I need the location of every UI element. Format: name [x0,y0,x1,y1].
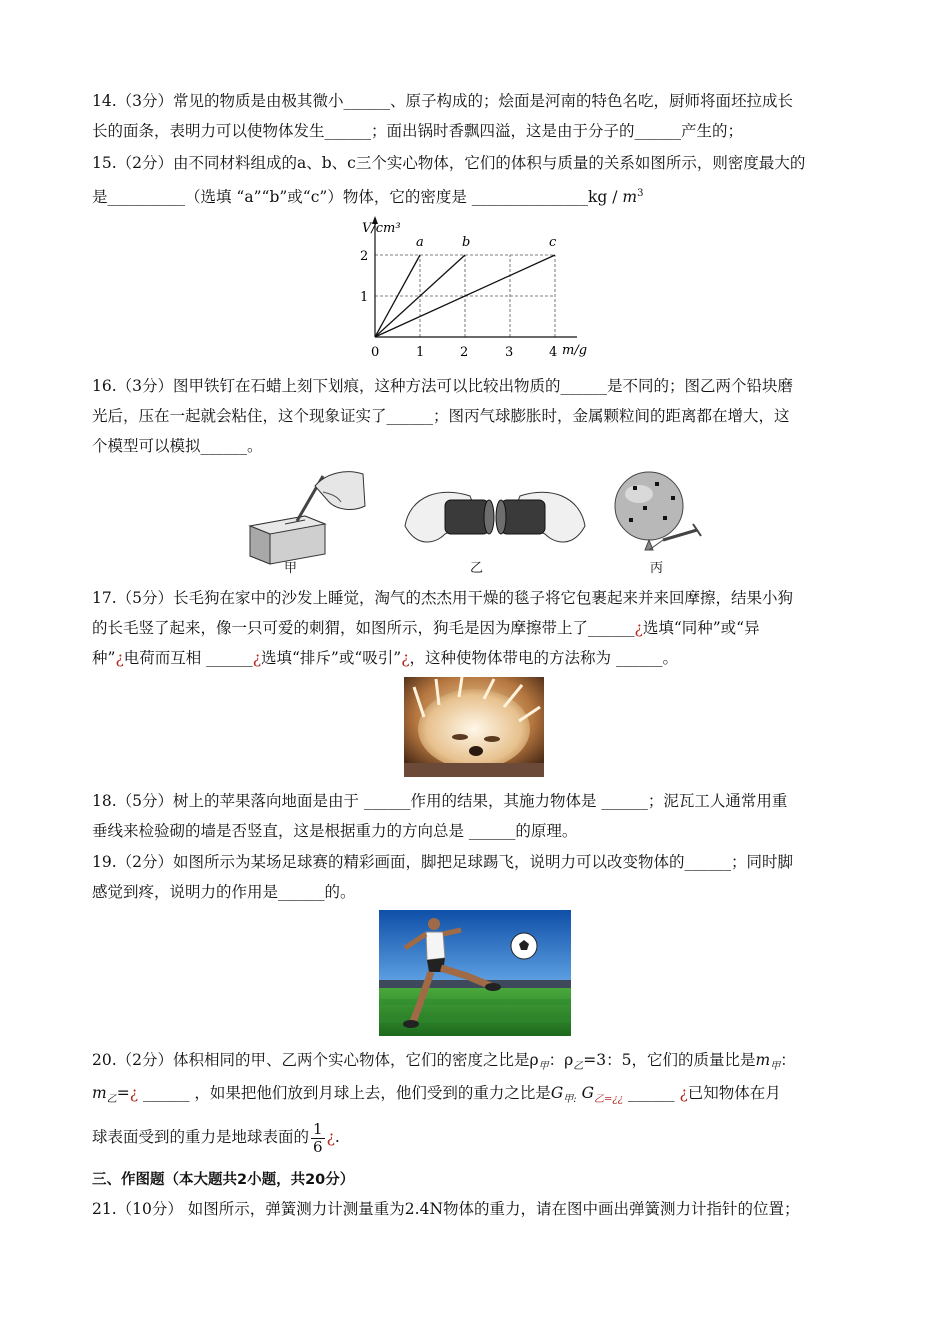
q14-line-1: 14.（3分）常见的物质是由极其微小______、原子构成的；烩面是河南的特色名吃，厨师将面坯拉成长 [92,92,794,110]
graph-label-c: c [549,235,557,250]
q17-garbled-mark-4: ¿ [401,649,410,667]
graph-label-a: a [416,235,424,250]
q19-line-2: 感觉到疼，说明力的作用是______的。 [92,883,356,901]
graph-axes [372,216,577,337]
q20-line-3 [92,1118,340,1156]
graph-xlabel: m/g [562,343,588,358]
q20-line-2 [92,1082,781,1111]
q20-garbled-mark-1: ¿ [129,1084,139,1102]
q20-colon-2: ： [780,1051,796,1069]
figure-caption-jia: 甲 [284,561,298,576]
q20-text-1a: 20.（2分）体积相同的甲、乙两个实心物体，它们的密度之比是ρ [92,1051,539,1069]
q20-frac-den: 6 [313,1137,323,1156]
q16-line-3: 个模型可以模拟______。 [92,437,263,455]
q17-text-3d: ，这种使物体带电的方法称为 ______。 [409,649,678,667]
q17-text-3c: 选填“排斥”或“吸引” [261,649,402,667]
q20-fraction [311,1121,325,1156]
q20-g-yi: G [581,1084,594,1102]
q20-colon: ： [548,1051,565,1069]
q21-line-1: 21.（10分） 如图所示，弹簧测力计测量重为2.4N物体的重力，请在图中画出弹簧测力计指针的位置； [92,1200,800,1218]
q20-text-3a: 球表面受到的重力是地球表面的 [92,1128,310,1146]
graph-xtick-3: 3 [505,345,514,360]
q14-line-2: 长的面条，表明力可以使物体发生______；面出锅时香飘四溢，这是由于分子的______产生的； [92,122,744,140]
graph-xtick-2: 2 [460,345,469,360]
graph-ytick-2: 2 [360,249,369,264]
q20-sub-jia: 甲 [538,1061,549,1072]
graph-xtick-4: 4 [549,345,558,360]
graph-xtick-1: 1 [416,345,425,360]
q17-text-2a: 的长毛竖了起来，像一只可爱的刺猬，如图所示，狗毛是因为摩擦带上了______ [92,619,635,637]
q20-text-2d: ______ [623,1084,680,1102]
graph-xtick-0: 0 [371,345,380,360]
q19-line-1: 19.（2分）如图所示为某场足球赛的精彩画面，脚把足球踢飞，说明力可以改变物体的______；同时脚 [92,853,794,871]
q20-rho-2: ρ [564,1051,574,1069]
lead-blocks-hands-illustration [405,492,585,542]
soccer-photo [379,910,571,1036]
q20-garbled-mark-2: ¿ [679,1084,688,1102]
q20-text-2e: 已知物体在月 [687,1084,781,1102]
q15-line-2 [92,183,643,208]
q20-g-sub-jia: 甲: [563,1094,577,1105]
figure-caption-bing: 丙 [650,561,664,576]
q17-garbled-mark-1: ¿ [634,619,643,637]
q17-text-2b: 选填“同种”或“异 [642,619,760,637]
q20-m-yi: m [92,1084,107,1102]
q15-unit-m: m [622,188,638,207]
q20-line-1 [92,1049,796,1078]
q20-g-sub-yi: 乙=¿¿ [593,1094,624,1105]
q15-line-1: 15.（2分）由不同材料组成的a、b、c三个实心物体，它们的体积与质量的关系如图所示，则密度最大的 [92,154,806,172]
q17-text-3a: 种” [92,649,116,667]
q18-line-2: 垂线来检验砌的墙是否竖直，这是根据重力的方向总是 ______的原理。 [92,822,578,840]
q16-line-1: 16.（3分）图甲铁钉在石蜡上刻下划痕，这种方法可以比较出物质的______是不同的；图乙两个铅块磨 [92,377,794,395]
figure-caption-yi: 乙 [470,561,484,576]
q20-sub-yi: 乙 [573,1061,584,1072]
graph-ylabel: V/cm³ [362,221,401,236]
q20-eq: = [116,1084,130,1102]
q15-text: 是__________（选填 “a”“b”或“c”）物体，它的密度是 _______________kg / [92,188,623,207]
volume-mass-graph [340,212,600,362]
q20-frac-num: 1 [313,1119,323,1138]
q17-garbled-mark-3: ¿ [252,649,261,667]
q17-line-1: 17.（5分）长毛狗在家中的沙发上睡觉，淘气的杰杰用干燥的毯子将它包裹起来并来回摩擦，结果小狗 [92,589,794,607]
q17-garbled-mark-2: ¿ [115,649,124,667]
q20-g-jia: G [550,1084,564,1102]
q20-garbled-mark-3: ¿ [326,1128,335,1146]
q20-period: . [334,1128,340,1146]
q20-m-sub-yi: 乙 [106,1094,117,1105]
q17-text-3b: 电荷而互相 ______ [123,649,253,667]
graph-ytick-1: 1 [360,290,369,305]
q20-m-sub-jia: 甲 [770,1061,781,1072]
q20-text-1b: =3：5，它们的质量比是 [583,1051,756,1069]
q17-line-2 [92,617,760,639]
q20-text-2c: ______ ，如果把他们放到月球上去，他们受到的重力之比是 [138,1084,551,1102]
balloon-pump-illustration [615,472,701,550]
section-3-heading: 三、作图题（本大题共2小题，共20分） [92,1172,355,1188]
q16-line-2: 光后，压在一起就会粘住，这个现象证实了______；图丙气球膨胀时，金属颗粒间的距离都在增大，这 [92,407,790,425]
q17-line-3 [92,647,678,669]
q15-unit-exp: 3 [637,188,644,199]
q18-line-1: 18.（5分）树上的苹果落向地面是由于 ______作用的结果，其施力物体是 ______；泥瓦工人通常用重 [92,792,788,810]
graph-label-b: b [462,235,471,250]
wax-block-nail-illustration [250,472,365,564]
q20-m-jia: m [755,1051,771,1069]
dog-photo [404,677,544,777]
